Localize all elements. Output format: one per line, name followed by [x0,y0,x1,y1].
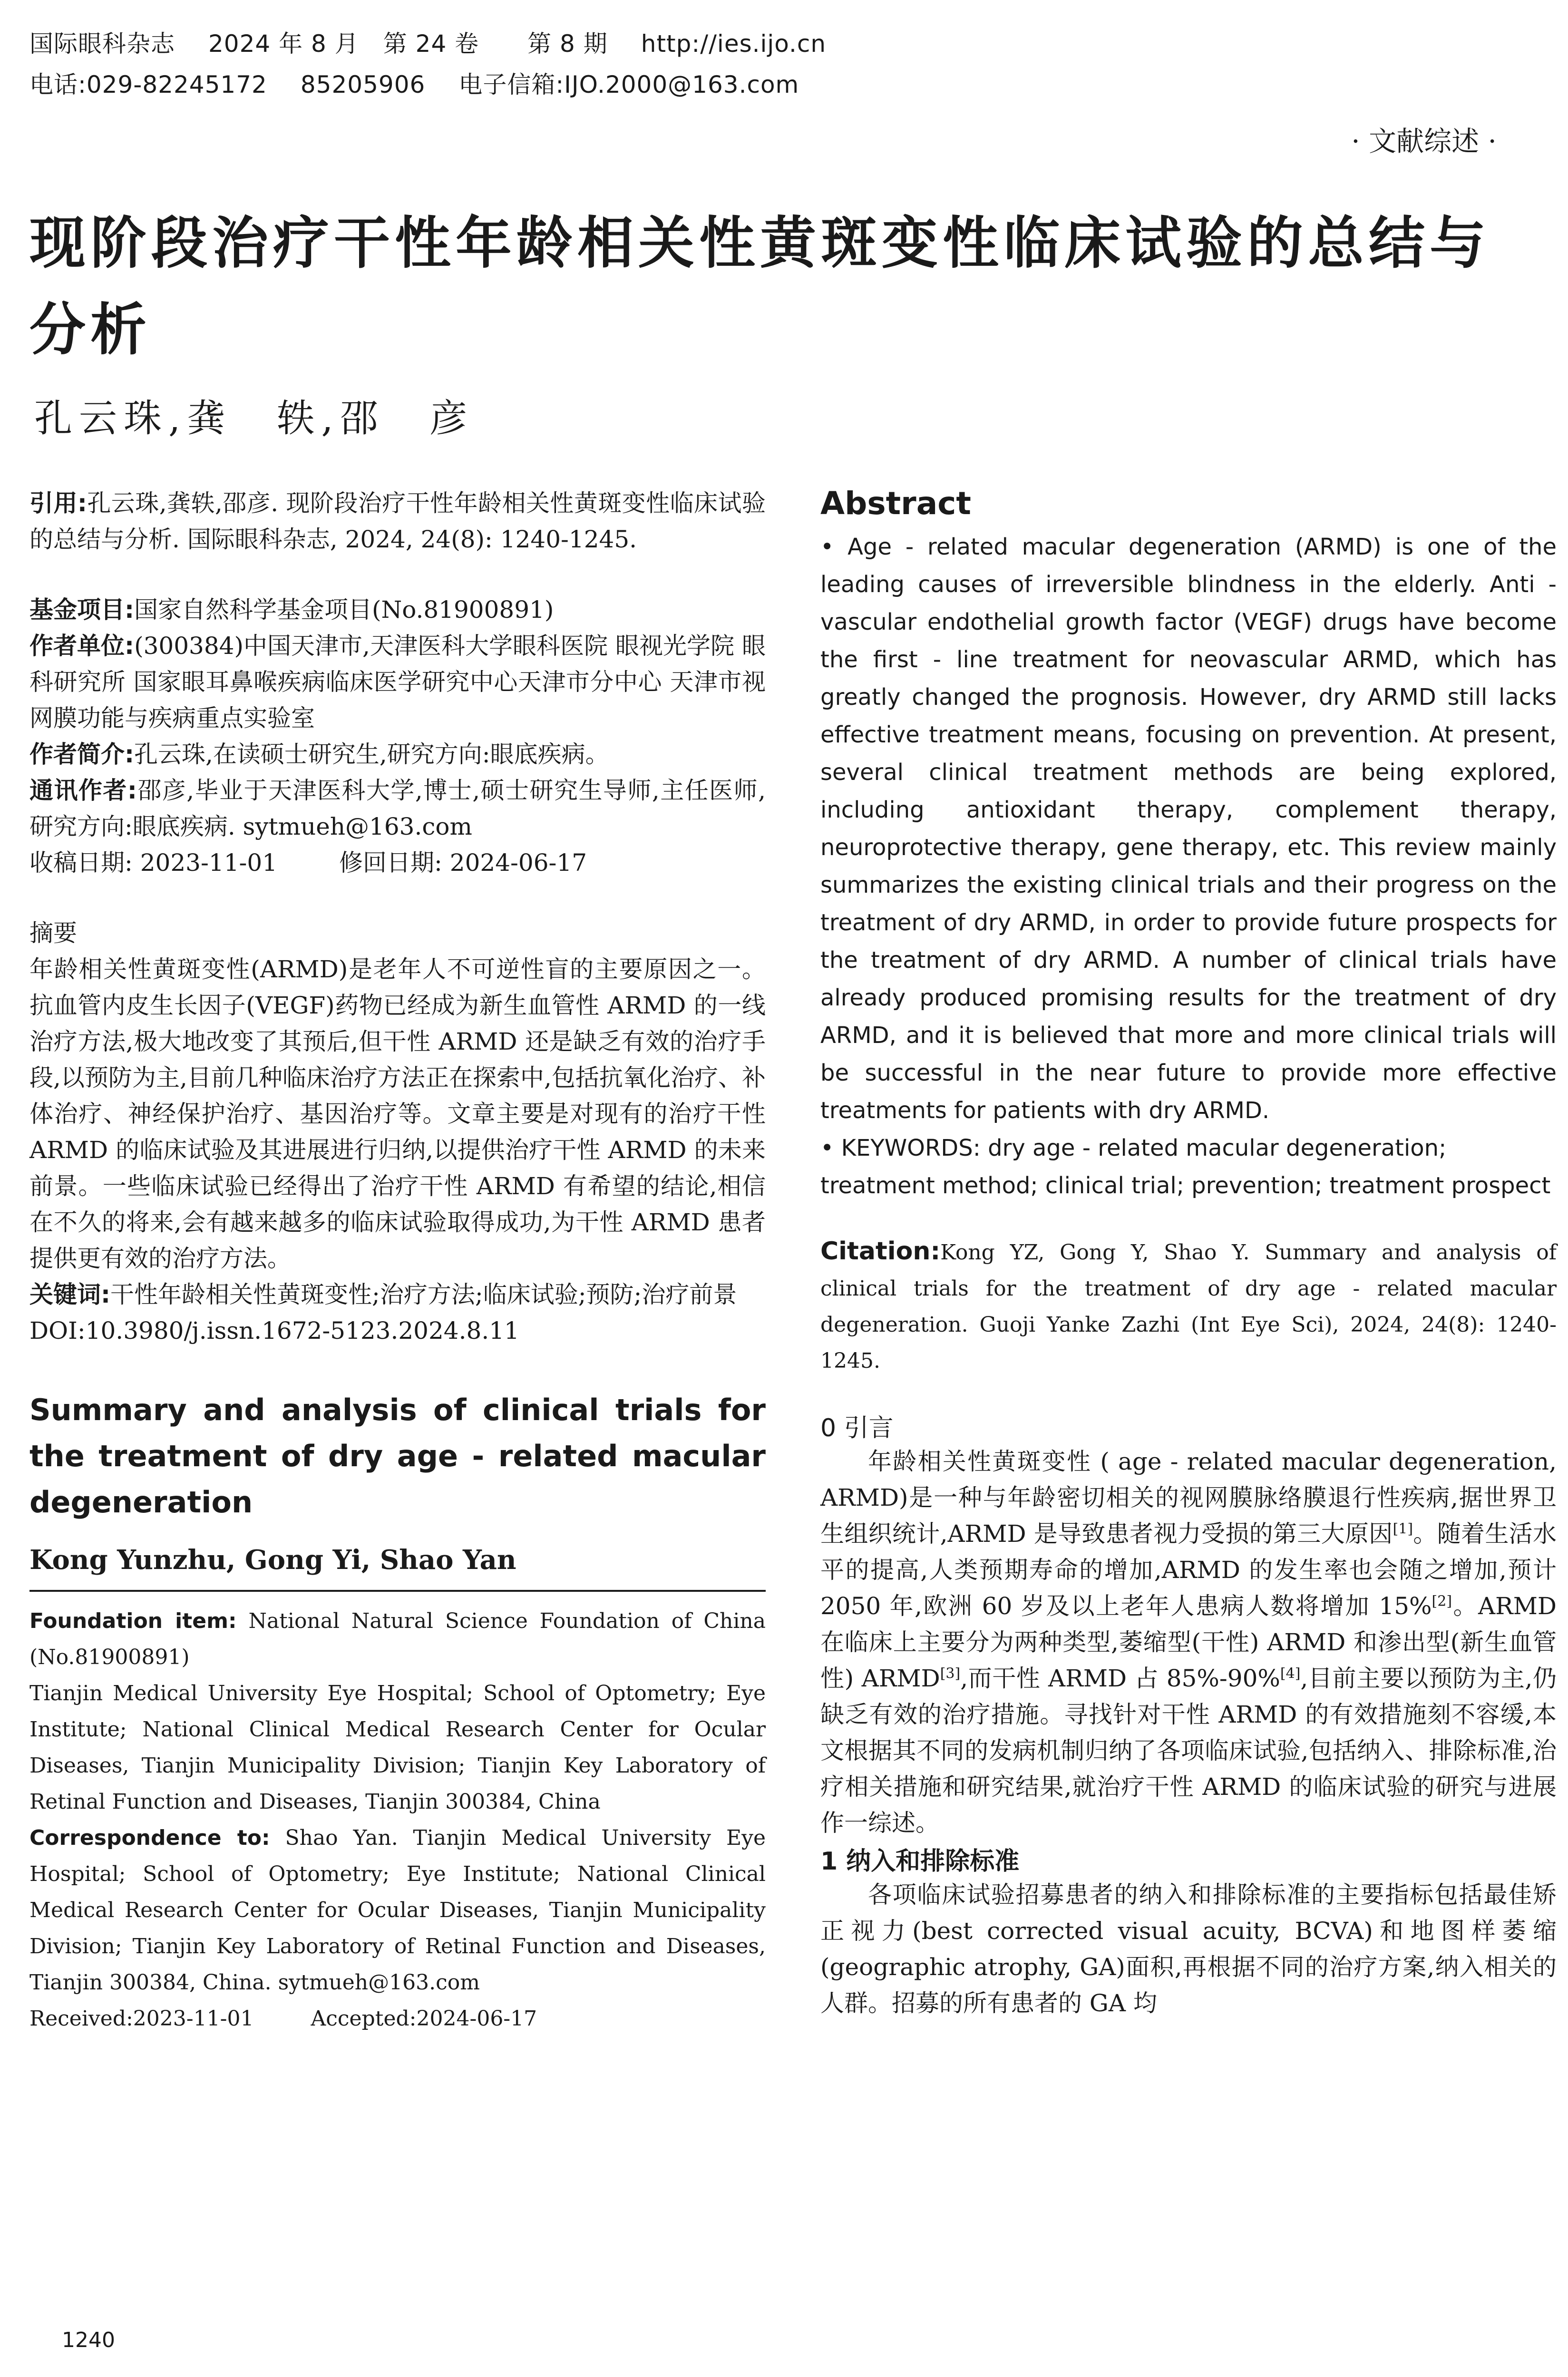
journal-phone: 电话:029-82245172 [29,71,267,98]
issue-info: 2024 年 8 月 第 24 卷 第 8 期 [208,30,608,58]
inclusion-paragraph: 各项临床试验招募患者的纳入和排除标准的主要指标包括最佳矫正视力(best corrected visual acuity, BCVA)和地图样萎缩(geographic atrophy, GA)面积,再根据不同的治疗方案,纳入相关的人群。招募的所有患者的 GA 均 [820,1881,1557,2017]
section-0-heading: 0 引言 [820,1414,894,1442]
abstract-heading-cn: 摘要 [29,919,77,947]
article-authors: 孔云珠,龚 轶,邵 彦 [34,396,474,440]
affiliation-en: Tianjin Medical University Eye Hospital; School of Optometry; Eye Institute; National Clinical Medical Research Center for Ocular Diseases, Tianjin Municipality Division; Tianjin Key Laboratory of Retinal Function and Diseases, Tianjin 300384, China [29,1681,766,1814]
journal-phone2: 85205906 [300,71,426,98]
dates-en: Received:2023-11-01 Accepted:2024-06-17 [29,2007,537,2031]
abstract-en: • Age - related macular degeneration (ARMD) is one of the leading causes of irreversible blindness in the elderly. Anti - vascular endothelial growth factor (VEGF) drugs have become the first - line treatment for neovascular ARMD, which has greatly changed the prognosis. However, dry ARMD still lacks effective treatment means, focusing on prevention. At present, several clinical treatment methods are being explored, including antioxidant therapy, complement therapy, neuroprotective therapy, gene therapy, etc. This review mainly summarizes the existing clinical trials and their progress on the treatment of dry ARMD, in order to provide future prospects for the treatment of dry ARMD. A number of clinical trials have already produced promising results for the treatment of dry ARMD, and it is believed that more and more clinical trials will be successful in the near future to provide more effective treatments for patients with dry ARMD. [820,534,1557,1124]
affiliation-cn: 作者单位:(300384)中国天津市,天津医科大学眼科医院 眼视光学院 眼科研究所 国家眼耳鼻喉疾病临床医学研究中心天津市分中心 天津市视网膜功能与疾病重点实验室 [29,632,766,732]
english-title: Summary and analysis of clinical trials for the treatment of dry age - related macular degeneration [29,1393,766,1520]
english-authors: Kong Yunzhu, Gong Yi, Shao Yan [29,1544,516,1576]
running-header-line2 [29,66,832,100]
section-type: · 文献综述 · [1351,125,1497,157]
introduction-paragraph: 年龄相关性黄斑变性 ( age - related macular degeneration, ARMD)是一种与年龄密切相关的视网膜脉络膜退行性疾病,据世界卫生组织统计,ARMD 是导致患者视力受损的第三大原因[1]。随着生活水平的提高,人类预期寿命的增加,ARMD 的发生率也会随之增加,预计 2050 年,欧洲 60 岁及以上老年人患病人数将增加 15%[2]。ARMD 在临床上主要分为两种类型,萎缩型(干性) ARMD 和渗出型(新生血管性) ARMD[3],而干性 ARMD 占 85%-90%[4],目前主要以预防为主,仍缺乏有效的治疗措施。寻找针对干性 ARMD 的有效措施刻不容缓,本文根据其不同的发病机制归纳了各项临床试验,包括纳入、排除标准,治疗相关措施和研究结果,就治疗干性 ARMD 的临床试验的研究与进展作一综述。 [820,1448,1557,1837]
author-bio-cn: 作者简介:孔云珠,在读硕士研究生,研究方向:眼底疾病。 [29,740,609,768]
page-number: 1240 [62,2328,115,2352]
abstract-cn: 年龄相关性黄斑变性(ARMD)是老年人不可逆性盲的主要原因之一。抗血管内皮生长因子(VEGF)药物已经成为新生血管性 ARMD 的一线治疗方法,极大地改变了其预后,但干性 ARMD 还是缺乏有效的治疗手段,以预防为主,目前几种临床治疗方法正在探索中,包括抗氧化治疗、补体治疗、神经保护治疗、基因治疗等。文章主要是对现有的治疗干性 ARMD 的临床试验及其进展进行归纳,以提供治疗干性 ARMD 的未来前景。一些临床试验已经得出了治疗干性 ARMD 有希望的结论,相信在不久的将来,会有越来越多的临床试验取得成功,为干性 ARMD 患者提供更有效的治疗方法。 [29,955,766,1272]
citation-cn: 引用:孔云珠,龚轶,邵彦. 现阶段治疗干性年龄相关性黄斑变性临床试验的总结与分析. 国际眼科杂志, 2024, 24(8): 1240-1245. [29,489,766,553]
citation-en: Citation:Kong YZ, Gong Y, Shao Y. Summary and analysis of clinical trials for the treatment of dry age - related macular degeneration. Guoji Yanke Zazhi (Int Eye Sci), 2024, 24(8): 1240-1245. [820,1237,1557,1373]
ref-1[interactable]: [1] [1393,1520,1413,1538]
doi: DOI:10.3980/j.issn.1672-5123.2024.8.11 [29,1317,519,1344]
keywords-en: • KEYWORDS: dry age - related macular degeneration; treatment method; clinical trial; prevention; treatment prospect [820,1135,1551,1199]
correspondence-en: Correspondence to: Shao Yan. Tianjin Medical University Eye Hospital; School of Optometry; Eye Institute; National Clinical Medical Research Center for Ocular Diseases, Tianjin Municipality Division; Tianjin Key Laboratory of Retinal Function and Diseases, Tianjin 300384, China. sytmueh@163.com [29,1826,766,1995]
fund-cn: 基金项目:国家自然科学基金项目(No.81900891) [29,596,554,623]
foundation-item-en: Foundation item: National Natural Science Foundation of China (No.81900891) [29,1609,766,1669]
ref-4[interactable]: [4] [1280,1665,1301,1682]
journal-name: 国际眼科杂志 [29,30,175,58]
keywords-cn: 关键词:干性年龄相关性黄斑变性;治疗方法;临床试验;预防;治疗前景 [29,1281,737,1308]
ref-2[interactable]: [2] [1432,1593,1452,1610]
correspondence-cn: 通讯作者:邵彦,毕业于天津医科大学,博士,硕士研究生导师,主任医师,研究方向:眼底疾病. sytmueh@163.com [29,777,766,840]
dates-cn: 收稿日期: 2023-11-01 修回日期: 2024-06-17 [29,849,587,877]
ref-3[interactable]: [3] [940,1665,961,1682]
article-title: 现阶段治疗干性年龄相关性黄斑变性临床试验的总结与分析 [29,210,1491,362]
running-header-line1 [29,25,859,59]
section-1-heading: 1 纳入和排除标准 [820,1847,1020,1876]
abstract-heading-en: Abstract [820,485,971,522]
journal-email: 电子信箱:IJO.2000@163.com [458,71,799,98]
right-column [820,485,1557,2021]
journal-url: http://ies.ijo.cn [641,30,827,58]
left-column [29,485,766,2037]
